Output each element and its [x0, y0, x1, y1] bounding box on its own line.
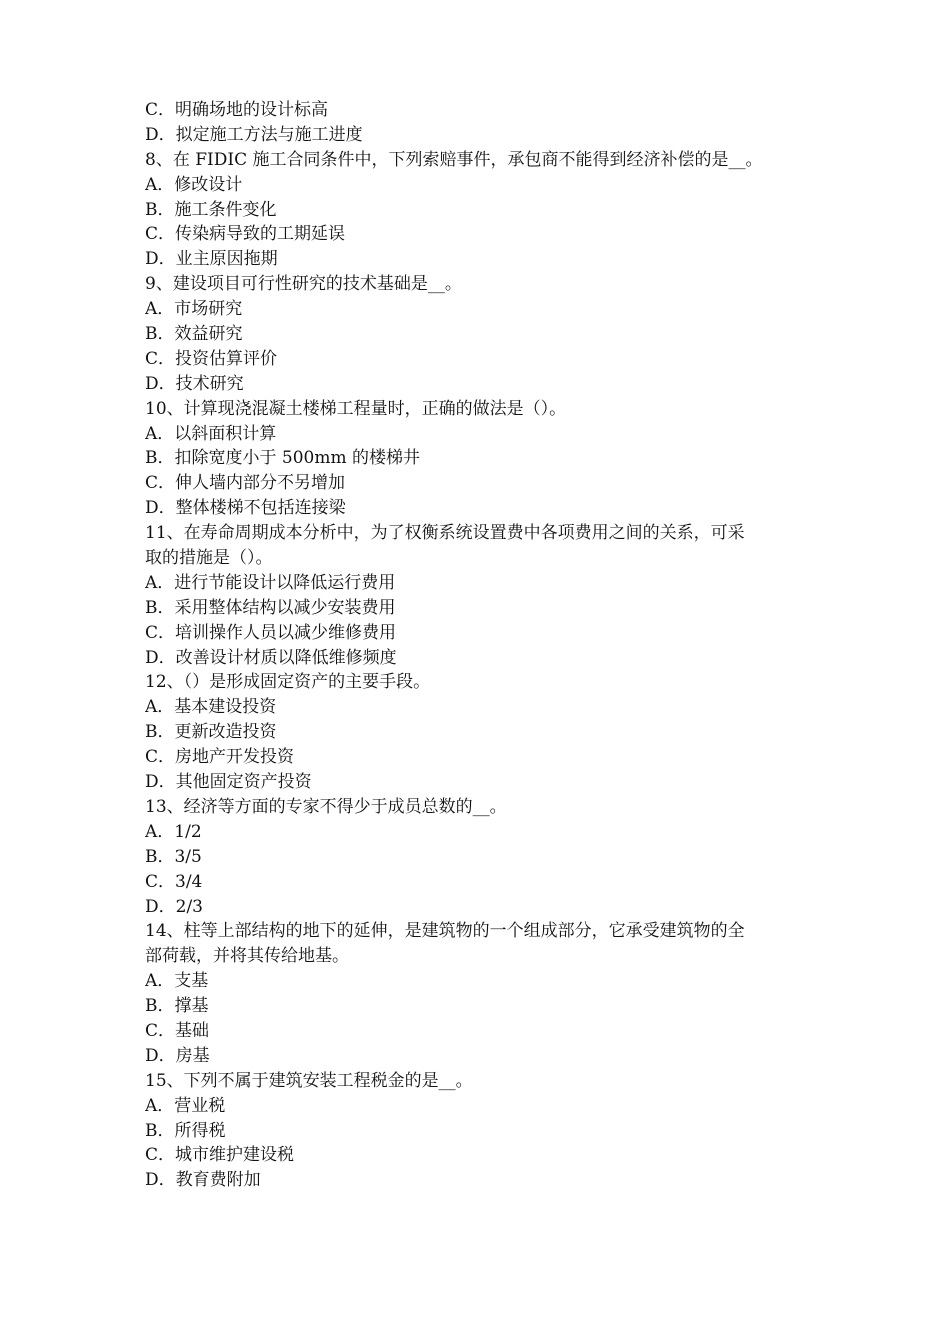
option-d: D．拟定施工方法与施工进度 — [145, 124, 363, 145]
question-15: 15、下列不属于建筑安装工程税金的是__。 — [145, 1070, 473, 1091]
question-8: 8、在 FIDIC 施工合同条件中，下列索赔事件，承包商不能得到经济补偿的是__。 — [145, 149, 763, 170]
option-b: B．扣除宽度小于 500mm 的楼梯井 — [145, 448, 420, 469]
option-b: B．3/5 — [145, 846, 202, 867]
option-a: A．支基 — [145, 971, 209, 992]
option-c: C．基础 — [145, 1020, 210, 1041]
question-11: 11、在寿命周期成本分析中，为了权衡系统设置费中各项费用之间的关系，可采 — [145, 523, 745, 544]
option-c: C．培训操作人员以减少维修费用 — [145, 622, 397, 643]
option-b: B．施工条件变化 — [145, 199, 277, 220]
option-c: C．房地产开发投资 — [145, 747, 295, 768]
question-12: 12、（）是形成固定资产的主要手段。 — [145, 672, 431, 693]
question-list — [145, 98, 810, 1193]
question-10: 10、计算现浇混凝土楼梯工程量时，正确的做法是（）。 — [145, 398, 567, 419]
option-a: A．基本建设投资 — [145, 697, 277, 718]
option-a: A．进行节能设计以降低运行费用 — [145, 572, 396, 593]
question-13: 13、经济等方面的专家不得少于成员总数的__。 — [145, 796, 507, 817]
option-b: B．所得税 — [145, 1120, 226, 1141]
option-b: B．采用整体结构以减少安装费用 — [145, 597, 396, 618]
option-b: B．效益研究 — [145, 324, 243, 345]
option-d: D．技术研究 — [145, 373, 244, 394]
option-c: C．投资估算评价 — [145, 348, 278, 369]
question-14-continued: 部荷载，并将其传给地基。 — [145, 946, 349, 967]
question-11-continued: 取的措施是（）。 — [145, 548, 273, 569]
option-a: A．市场研究 — [145, 299, 243, 320]
question-14: 14、柱等上部结构的地下的延伸，是建筑物的一个组成部分，它承受建筑物的全 — [145, 921, 745, 942]
option-d: D．房基 — [145, 1045, 210, 1066]
option-d: D．改善设计材质以降低维修频度 — [145, 647, 397, 668]
option-b: B．撑基 — [145, 996, 209, 1017]
option-c: C．伸人墙内部分不另增加 — [145, 473, 346, 494]
option-b: B．更新改造投资 — [145, 722, 277, 743]
option-a: A．营业税 — [145, 1095, 226, 1116]
option-a: A．修改设计 — [145, 174, 243, 195]
question-9: 9、建设项目可行性研究的技术基础是__。 — [145, 274, 462, 295]
option-c: C．3/4 — [145, 871, 203, 892]
option-d: D．业主原因拖期 — [145, 249, 278, 270]
option-c: C．传染病导致的工期延误 — [145, 224, 346, 245]
option-c: C．城市维护建设税 — [145, 1145, 295, 1166]
option-a: A．1/2 — [145, 821, 202, 842]
option-a: A．以斜面积计算 — [145, 423, 277, 444]
option-c: C．明确场地的设计标高 — [145, 100, 329, 120]
option-d: D．教育费附加 — [145, 1170, 261, 1191]
option-d: D．2/3 — [145, 896, 203, 917]
option-d: D．其他固定资产投资 — [145, 772, 312, 793]
option-d: D．整体楼梯不包括连接梁 — [145, 498, 346, 519]
